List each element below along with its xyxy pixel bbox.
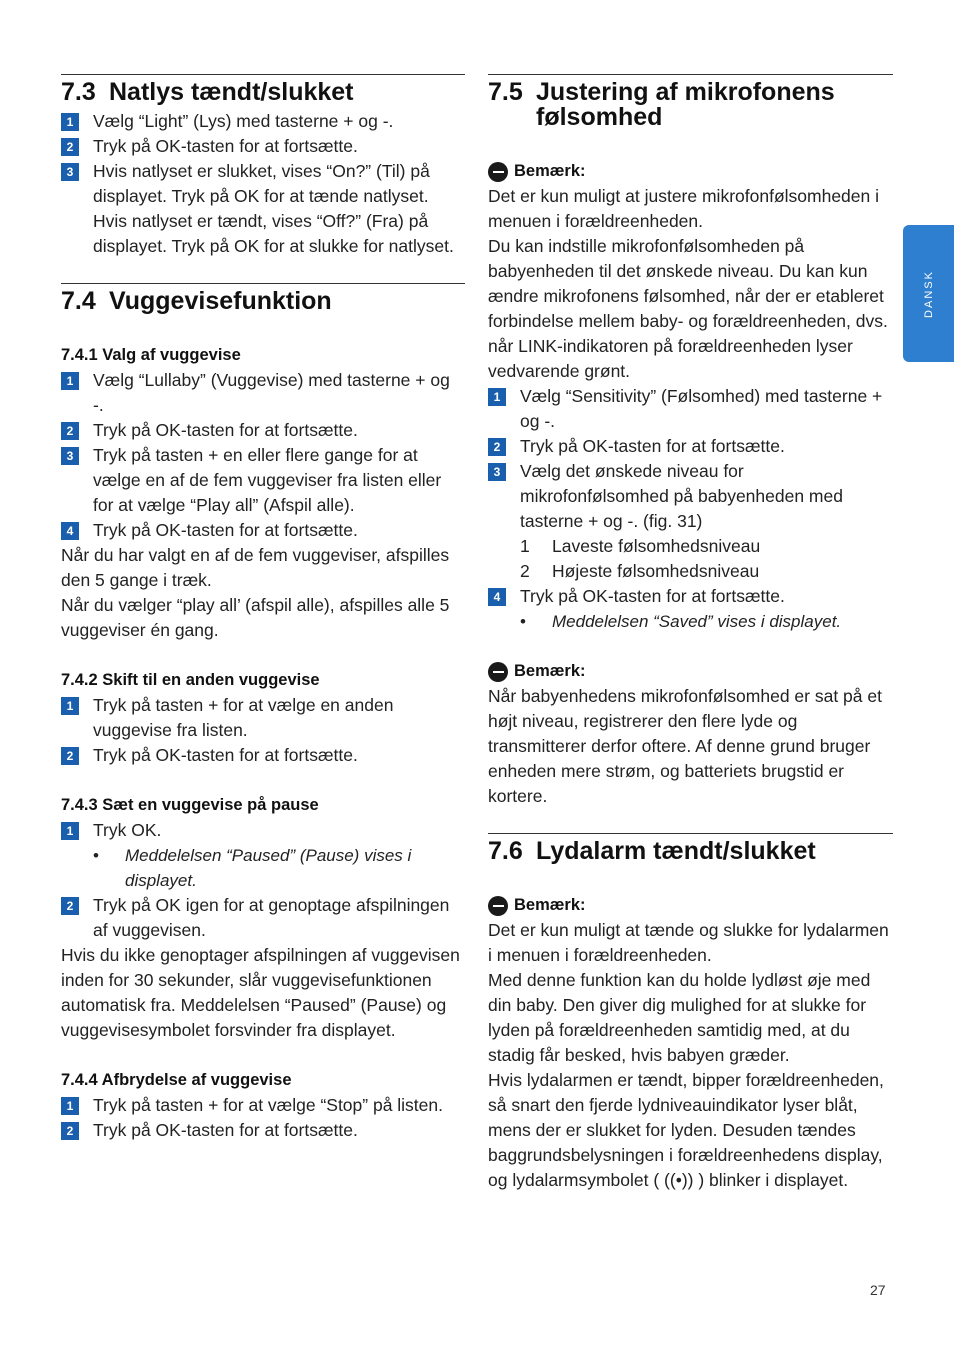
- section-7-4-4-heading: 7.4.4 Afbrydelse af vuggevise: [61, 1071, 292, 1089]
- paragraph: Hvis du ikke genoptager afspilningen af vuggevisen inden for 30 sekunder, slår vuggevisefunktionen automatisk fra. Meddelelsen “Paused” (Pause) og vuggevisesymbolet forsvinder fra displayet.: [61, 945, 460, 1040]
- right-column: [488, 74, 893, 1193]
- note-heading: Bemærk:: [488, 893, 893, 918]
- step-7-5-3: 3 Vælg det ønskede niveau for mikrofonfølsomhed på babyenheden med tasterne + og -. (fig. 31): [488, 459, 893, 534]
- level-item: 2 Højeste følsomhedsniveau: [520, 561, 760, 581]
- step-7-4-1-4: 4 Tryk på OK-tasten for at fortsætte.: [61, 518, 465, 543]
- paragraph: Når du har valgt en af de fem vuggeviser, afspilles den 5 gange i træk.: [61, 545, 450, 590]
- note-icon: [488, 662, 508, 682]
- step-7-4-1-1: 1 Vælg “Lullaby” (Vuggevise) med tasterne + og -.: [61, 368, 465, 418]
- level-item: 1 Laveste følsomhedsniveau: [520, 536, 761, 556]
- section-7-4-3-heading: 7.4.3 Sæt en vuggevise på pause: [61, 796, 319, 814]
- step-7-4-4-2: 2 Tryk på OK-tasten for at fortsætte.: [61, 1118, 465, 1143]
- step-7-4-3-1: 1 Tryk OK.: [61, 818, 465, 843]
- note-heading: Bemærk:: [488, 659, 893, 684]
- step-7-5-4: 4 Tryk på OK-tasten for at fortsætte.: [488, 584, 893, 609]
- step-7-3-2: 2 Tryk på OK-tasten for at fortsætte.: [61, 134, 465, 159]
- step-7-4-2-2: 2 Tryk på OK-tasten for at fortsætte.: [61, 743, 465, 768]
- step-7-4-1-3: 3 Tryk på tasten + en eller flere gange for at vælge en af de fem vuggeviser fra listen eller for at vælge “Play all” (Afspil alle).: [61, 443, 465, 518]
- bullet-item: • Meddelelsen “Saved” vises i displayet.: [520, 612, 842, 631]
- section-7-4-2-heading: 7.4.2 Skift til en anden vuggevise: [61, 671, 320, 689]
- step-7-3-3: 3 Hvis natlyset er slukket, vises “On?” (Til) på displayet. Tryk på OK for at tænde natlyset. Hvis natlyset er tændt, vises “Off?” (Fra) på displayet. Tryk på OK for at slukke for natlyset.: [61, 159, 465, 259]
- language-tab: DANSK: [903, 225, 954, 362]
- page-number: 27: [870, 1282, 886, 1298]
- section-7-6-heading: 7.6 Lydalarm tændt/slukket: [488, 833, 893, 864]
- note-icon: [488, 896, 508, 916]
- note-text: Når babyenhedens mikrofonfølsomhed er sat på et højt niveau, registrerer den flere lyde og transmitterer derfor oftere. Af denne grund bruger enheden mere strøm, og batteriets brugstid er kortere.: [488, 686, 882, 806]
- section-7-4-heading: 7.4 Vuggevisefunktion: [61, 283, 465, 314]
- step-7-4-4-1: 1 Tryk på tasten + for at vælge “Stop” på listen.: [61, 1093, 465, 1118]
- note-text: Det er kun muligt at justere mikrofonfølsomheden i menuen i forældreenheden.: [488, 186, 879, 231]
- paragraph: Hvis lydalarmen er tændt, bipper forældreenheden, så snart den fjerde lydniveauindikator lyser blåt, mens der er slukket for lyden. Desuden tændes baggrundsbelysningen i forældreenhedens display, og lydalarmsymbolet ( ((•)) ) blinker i displayet.: [488, 1070, 884, 1190]
- paragraph: Når du vælger “play all’ (afspil alle), afspilles alle 5 vuggeviser én gang.: [61, 595, 450, 640]
- step-7-4-1-2: 2 Tryk på OK-tasten for at fortsætte.: [61, 418, 465, 443]
- section-7-3-heading: 7.3 Natlys tændt/slukket: [61, 74, 465, 105]
- step-7-3-1: 1 Vælg “Light” (Lys) med tasterne + og -.: [61, 109, 465, 134]
- section-7-5-heading: 7.5 Justering af mikrofonens følsomhed: [488, 74, 893, 130]
- section-7-4-1-heading: 7.4.1 Valg af vuggevise: [61, 346, 241, 364]
- note-text: Det er kun muligt at tænde og slukke for lydalarmen i menuen i forældreenheden.: [488, 920, 889, 965]
- step-7-5-1: 1 Vælg “Sensitivity” (Følsomhed) med tasterne + og -.: [488, 384, 893, 434]
- paragraph: Du kan indstille mikrofonfølsomheden på babyenheden til det ønskede niveau. Du kan kun ændre mikrofonens følsomhed, når der er etableret forbindelse mellem baby- og forældreenheden, dvs. når LINK-indikatoren på forældreenheden lyser vedvarende grønt.: [488, 236, 888, 381]
- step-7-4-2-1: 1 Tryk på tasten + for at vælge en anden vuggevise fra listen.: [61, 693, 465, 743]
- left-column: [61, 74, 465, 1143]
- bullet-item: • Meddelelsen “Paused” (Pause) vises i displayet.: [93, 846, 412, 890]
- paragraph: Med denne funktion kan du holde lydløst øje med din baby. Den giver dig mulighed for at slukke for lyden på forældreenheden samtidig med, at du stadig får besked, hvis babyen græder.: [488, 970, 871, 1065]
- note-heading: Bemærk:: [488, 159, 893, 184]
- step-7-4-3-2: 2 Tryk på OK igen for at genoptage afspilningen af vuggevisen.: [61, 893, 465, 943]
- step-7-5-2: 2 Tryk på OK-tasten for at fortsætte.: [488, 434, 893, 459]
- note-icon: [488, 162, 508, 182]
